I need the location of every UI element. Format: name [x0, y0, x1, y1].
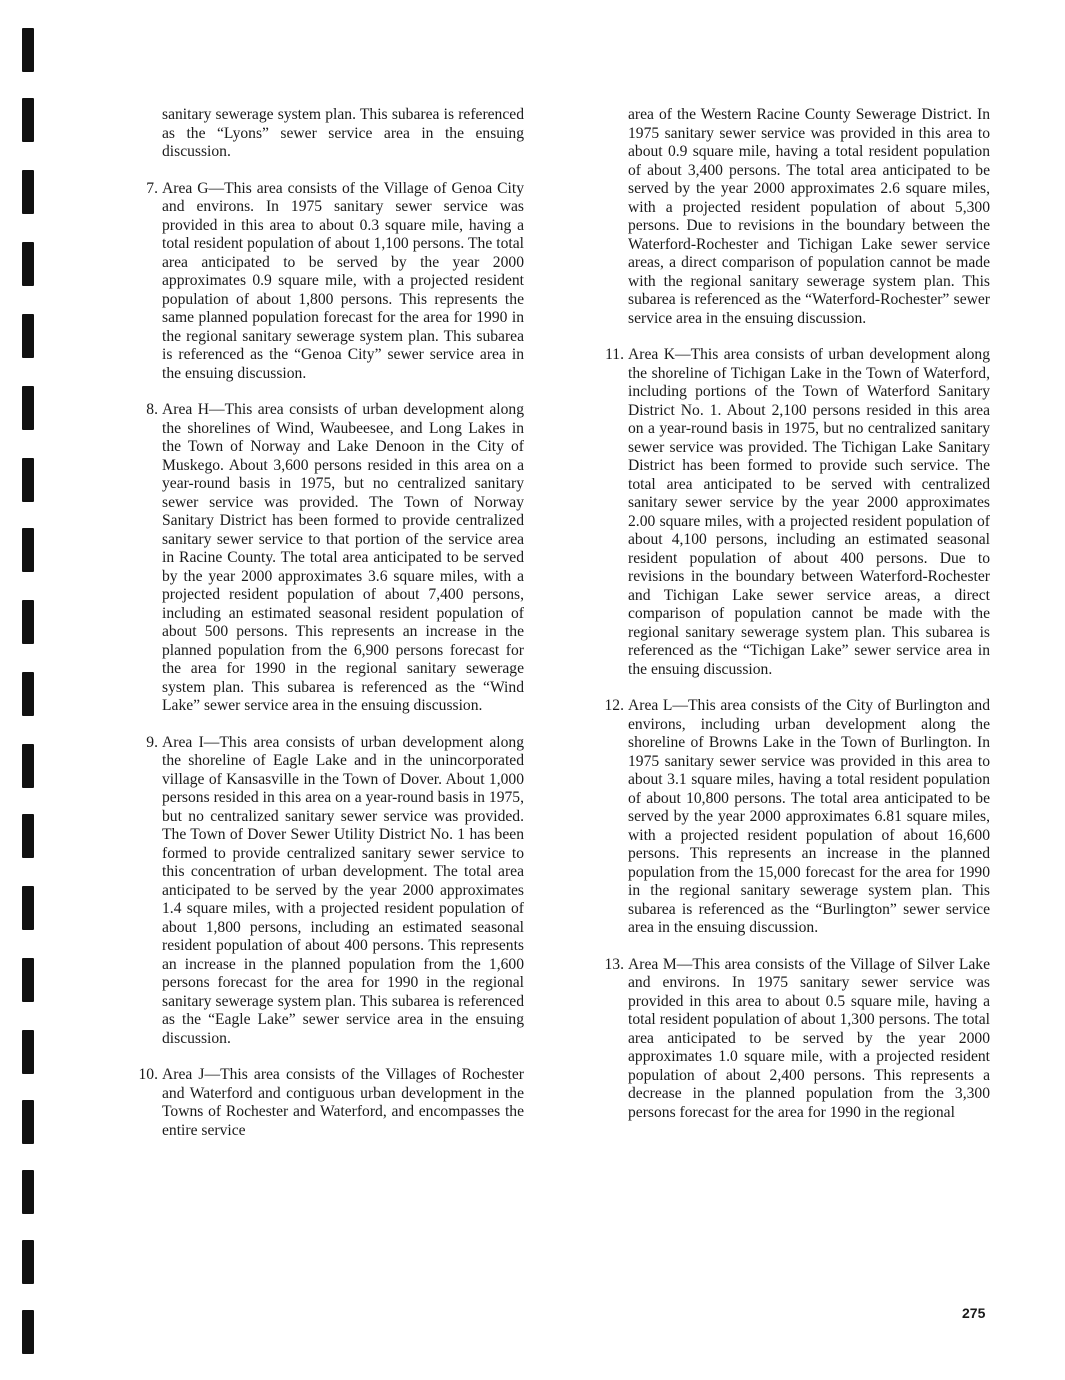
- binding-hole: [22, 886, 34, 930]
- item-text: Area K—This area consists of urban development along the shoreline of Tichigan Lake in the Town of Waterford, including portions of the Town of Waterford Sanitary District No. 1. About 2,100 persons resided in this area on a year-round basis in 1975, but no centralized sanitary sewer service was provided. The Tichigan Lake Sanitary District has been formed to provide such service. The total area anticipated to be served with centralized sanitary sewer service by the year 2000 approximates 2.00 square miles, with a projected resident population of about 4,100 persons, including an estimated seasonal resident population of about 400 persons. Due to revisions in the boundary between Waterford-Rochester and Tichigan Lake sewer service areas, a direct comparison of population cannot be made with the regional sanitary sewerage system plan. This subarea is referenced as the “Tichigan Lake” sewer service area in the ensuing discussion.: [628, 346, 990, 678]
- list-item-10: [138, 1066, 524, 1140]
- binding-hole: [22, 386, 34, 430]
- list-item-9: [146, 733, 524, 1049]
- item-text: Area I—This area consists of urban development along the shoreline of Eagle Lake and in the unincorporated village of Kansasville in the Town of Dover. About 1,000 persons resided in this area on a year-round basis in 1975, but no centralized sanitary sewer service was provided. The Town of Dover Sewer Utility District No. 1 has been formed to provide centralized sanitary sewer service to this concentration of urban development. The total area anticipated to be served by the year 2000 approximates 1.4 square miles, with a projected resident population of about 1,800 persons, including an estimated seasonal resident population of about 400 persons. This represents an increase in the planned population from the 1,600 persons forecast for the area for 1990 in the regional sanitary sewerage system plan. This subarea is referenced as the “Eagle Lake” sewer service area in the ensuing discussion.: [162, 733, 524, 1047]
- item-text: Area H—This area consists of urban development along the shorelines of Wind, Waubeesee, and Long Lakes in the Town of Norway and Lake Denoon in the City of Muskego. About 3,600 persons resided in this area on a year-round basis in 1975, but no centralized sanitary sewer service was provided. The Town of Norway Sanitary District has been formed to provide centralized sanitary sewer service to that portion of the service area in Racine County. The total area anticipated to be served by the year 2000 approximates 3.6 square miles, with a projected resident population of about 7,400 persons, including an estimated seasonal resident population of about 500 persons. This represents an increase in the planned population from the 6,900 persons forecast for the area for 1990 in the regional sanitary sewerage system plan. This subarea is referenced as the “Wind Lake” sewer service area in the ensuing discussion.: [162, 401, 524, 714]
- item-number: 9.: [146, 733, 158, 751]
- binding-hole: [22, 600, 34, 644]
- list-item-8: [146, 401, 524, 716]
- binding-hole: [22, 958, 34, 1002]
- binding-hole: [22, 170, 34, 214]
- item-number: 13.: [604, 955, 624, 973]
- binding-hole: [22, 744, 34, 788]
- item-number: 10.: [138, 1066, 158, 1083]
- binding-hole: [22, 314, 34, 358]
- item-number: 12.: [604, 697, 624, 714]
- binding-hole: [22, 814, 34, 858]
- list-item-13: [604, 955, 990, 1123]
- binding-hole: [22, 1100, 34, 1144]
- continuation-paragraph: sanitary sewerage system plan. This subarea is referenced as the “Lyons” sewer service area in the ensuing discussion.: [162, 106, 524, 160]
- item-number: 8.: [146, 401, 158, 418]
- item-text: Area G—This area consists of the Village of Genoa City and environs. In 1975 sanitary sewer service was provided in this area to about 0.3 square mile, having a total resident population of about 1,100 persons. The total area anticipated to be served by the year 2000 approximates 0.9 square mile, with a projected resident population of about 1,800 persons. This represents the same planned population forecast for the area for 1990 in the regional sanitary sewerage system plan. This subarea is referenced as the “Genoa City” sewer service area in the ensuing discussion.: [162, 179, 524, 382]
- item-number: 11.: [605, 346, 624, 363]
- binding-hole: [22, 98, 34, 142]
- right-column: [604, 106, 990, 1140]
- page-number: 275: [962, 1305, 986, 1321]
- list-item-7: [146, 179, 524, 384]
- list-item-12: [604, 697, 990, 938]
- binding-hole: [22, 458, 34, 502]
- binding-hole: [22, 1030, 34, 1074]
- item-text: Area M—This area consists of the Village of Silver Lake and environs. In 1975 sanitary sewer service was provided in this area to about 0.5 square mile, having a total resident population of about 1,300 persons. The total area anticipated to be served by the year 2000 approximates 1.0 square mile, with a projected resident population of about 2,400 persons. This represents a decrease in the planned population from the 3,300 persons forecast for the area for 1990 in the regional: [628, 955, 990, 1121]
- binding-hole: [22, 528, 34, 572]
- binding-hole: [22, 28, 34, 72]
- item-text: Area L—This area consists of the City of Burlington and environs, including urban development along the shoreline of Browns Lake in the Town of Burlington. In 1975 sanitary sewer service was provided in this area to about 3.1 square miles, having a total resident population of about 10,800 persons. The total area anticipated to be served by the year 2000 approximates 6.81 square miles, with a projected resident population of about 16,600 persons. This represents an increase in the planned population from the 15,000 forecast for the area for 1990 in the regional sanitary sewerage system plan. This subarea is referenced as the “Burlington” sewer service area in the ensuing discussion.: [628, 697, 990, 936]
- binding-hole: [22, 1240, 34, 1284]
- item-text: Area J—This area consists of the Villages of Rochester and Waterford and contiguous urban development in the Towns of Rochester and Waterford, and encompasses the entire service: [162, 1066, 524, 1139]
- binding-hole: [22, 672, 34, 716]
- item-number: 7.: [146, 179, 158, 197]
- binding-hole: [22, 1310, 34, 1354]
- binding-holes: [22, 0, 36, 1380]
- binding-hole: [22, 1170, 34, 1214]
- left-column: [138, 106, 524, 1158]
- continuation-paragraph: area of the Western Racine County Sewerage District. In 1975 sanitary sewer service was provided in this area to about 0.9 square mile, having a total resident population of about 3,400 persons. The total area anticipated to be served by the year 2000 approximates 2.6 square miles, with a projected resident population of about 5,300 persons. Due to revisions in the boundary between the Waterford-Rochester and Tichigan Lake sewer service areas, a direct comparison of population cannot be made with the regional sanitary sewerage system plan. This subarea is referenced as the “Waterford-Rochester” sewer service area in the ensuing discussion.: [628, 106, 990, 327]
- list-item-11: [605, 346, 990, 679]
- binding-hole: [22, 242, 34, 286]
